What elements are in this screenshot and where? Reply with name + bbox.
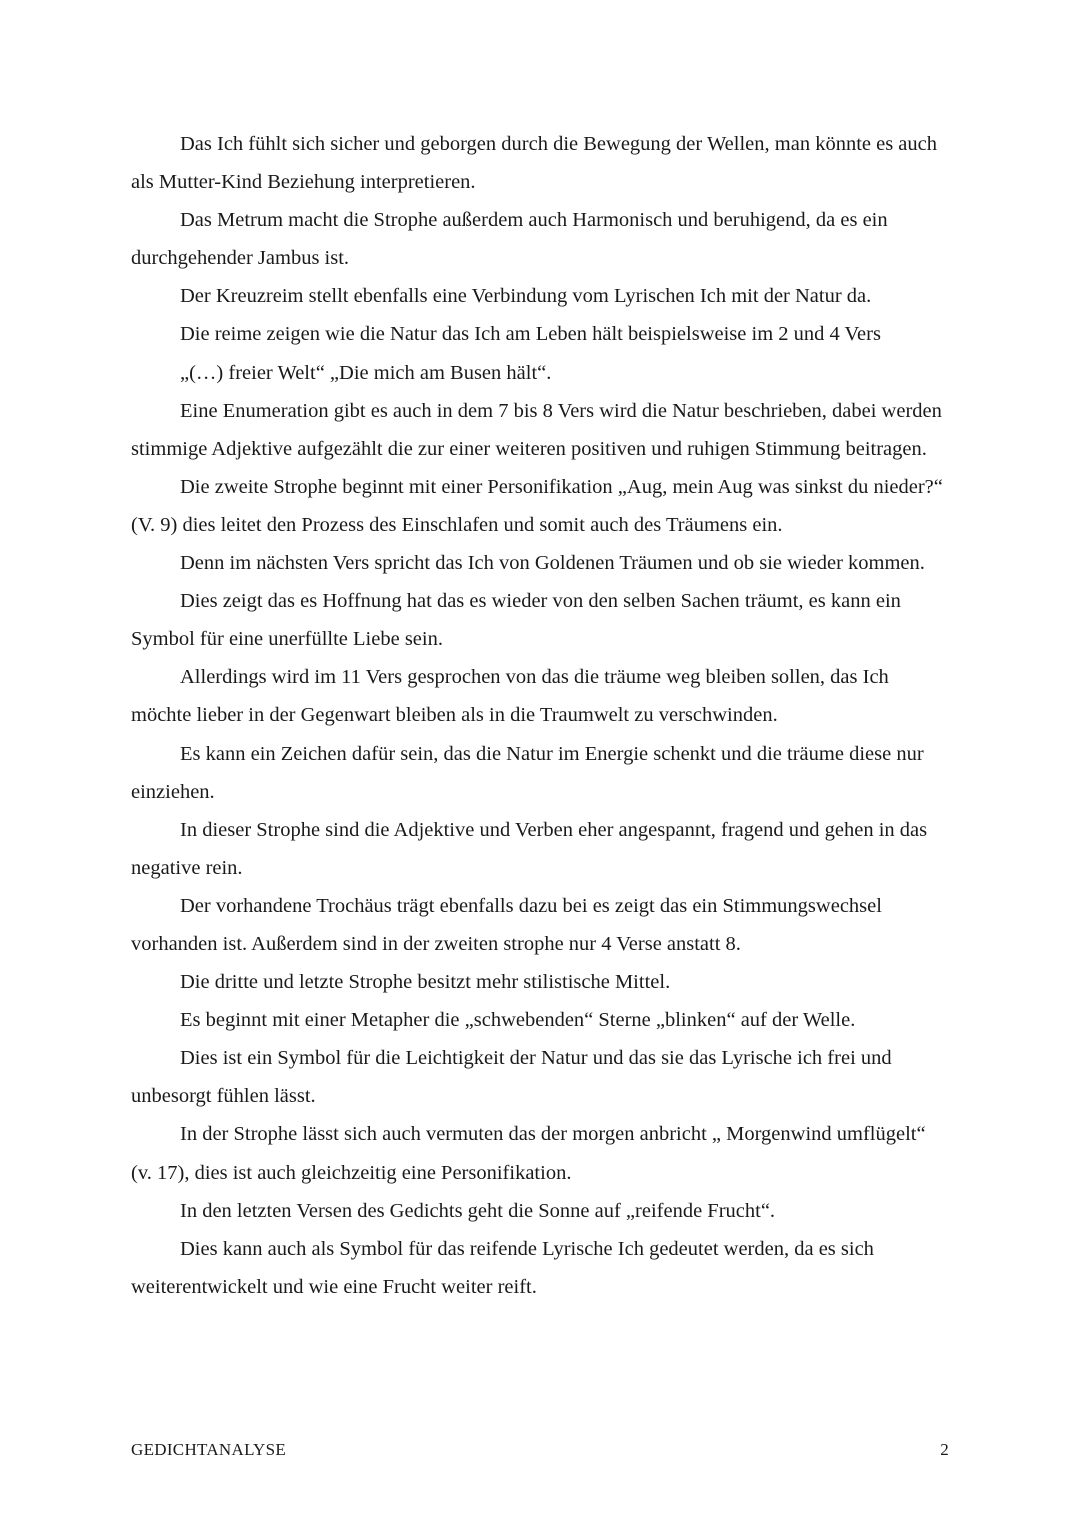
paragraph: Die reime zeigen wie die Natur das Ich am Leben hält beispielsweise im 2 und 4 Vers bbox=[180, 323, 881, 346]
paragraph: Allerdings wird im 11 Vers gesprochen von das die träume weg bleiben sollen, das Ich möchte lieber in der Gegenwart bleiben als in die Traumwelt zu verschwinden. bbox=[131, 666, 889, 727]
page-footer bbox=[131, 1440, 949, 1464]
footer-title: GEDICHTANALYSE bbox=[131, 1440, 287, 1459]
paragraph: Eine Enumeration gibt es auch in dem 7 bis 8 Vers wird die Natur beschrieben, dabei werden stimmige Adjektive aufgezählt die zur einer weiteren positiven und ruhigen Stimmung beitragen. bbox=[131, 399, 942, 460]
paragraph: In dieser Strophe sind die Adjektive und Verben eher angespannt, fragend und gehen in das negative rein. bbox=[131, 818, 928, 879]
paragraph: Es beginnt mit einer Metapher die „schwebenden“ Sterne „blinken“ auf der Welle. bbox=[180, 1009, 856, 1032]
paragraph-quote: „(…) freier Welt“ „Die mich am Busen hält“. bbox=[180, 361, 552, 384]
paragraph: Dies zeigt das es Hoffnung hat das es wieder von den selben Sachen träumt, es kann ein Symbol für eine unerfüllte Liebe sein. bbox=[131, 590, 901, 651]
paragraph: Der Kreuzreim stellt ebenfalls eine Verbindung vom Lyrischen Ich mit der Natur da. bbox=[180, 285, 872, 308]
paragraph: Das Metrum macht die Strophe außerdem auch Harmonisch und beruhigend, da es ein durchgehender Jambus ist. bbox=[131, 209, 888, 270]
paragraph: Das Ich fühlt sich sicher und geborgen durch die Bewegung der Wellen, man könnte es auch als Mutter-Kind Beziehung interpretieren. bbox=[131, 133, 938, 194]
document-body bbox=[131, 125, 951, 1306]
paragraph: Die dritte und letzte Strophe besitzt mehr stilistische Mittel. bbox=[180, 971, 671, 994]
paragraph: Es kann ein Zeichen dafür sein, das die Natur im Energie schenkt und die träume diese nur einziehen. bbox=[131, 742, 924, 803]
page-number: 2 bbox=[940, 1440, 949, 1459]
paragraph: Denn im nächsten Vers spricht das Ich von Goldenen Träumen und ob sie wieder kommen. bbox=[180, 552, 925, 575]
paragraph: In den letzten Versen des Gedichts geht die Sonne auf „reifende Frucht“. bbox=[180, 1199, 776, 1222]
paragraph: Die zweite Strophe beginnt mit einer Personifikation „Aug, mein Aug was sinkst du nieder?“ (V. 9) dies leitet den Prozess des Einschlafen und somit auch des Träumens ein. bbox=[131, 475, 943, 536]
paragraph: Dies ist ein Symbol für die Leichtigkeit der Natur und das sie das Lyrische ich frei und unbesorgt fühlen lässt. bbox=[131, 1047, 892, 1108]
paragraph: Der vorhandene Trochäus trägt ebenfalls dazu bei es zeigt das ein Stimmungswechsel vorhanden ist. Außerdem sind in der zweiten strophe nur 4 Verse anstatt 8. bbox=[131, 894, 882, 955]
paragraph: Dies kann auch als Symbol für das reifende Lyrische Ich gedeutet werden, da es sich weiterentwickelt und wie eine Frucht weiter reift. bbox=[131, 1237, 874, 1298]
paragraph: In der Strophe lässt sich auch vermuten das der morgen anbricht „ Morgenwind umflügelt“ (v. 17), dies ist auch gleichzeitig eine Personifikation. bbox=[131, 1123, 926, 1184]
